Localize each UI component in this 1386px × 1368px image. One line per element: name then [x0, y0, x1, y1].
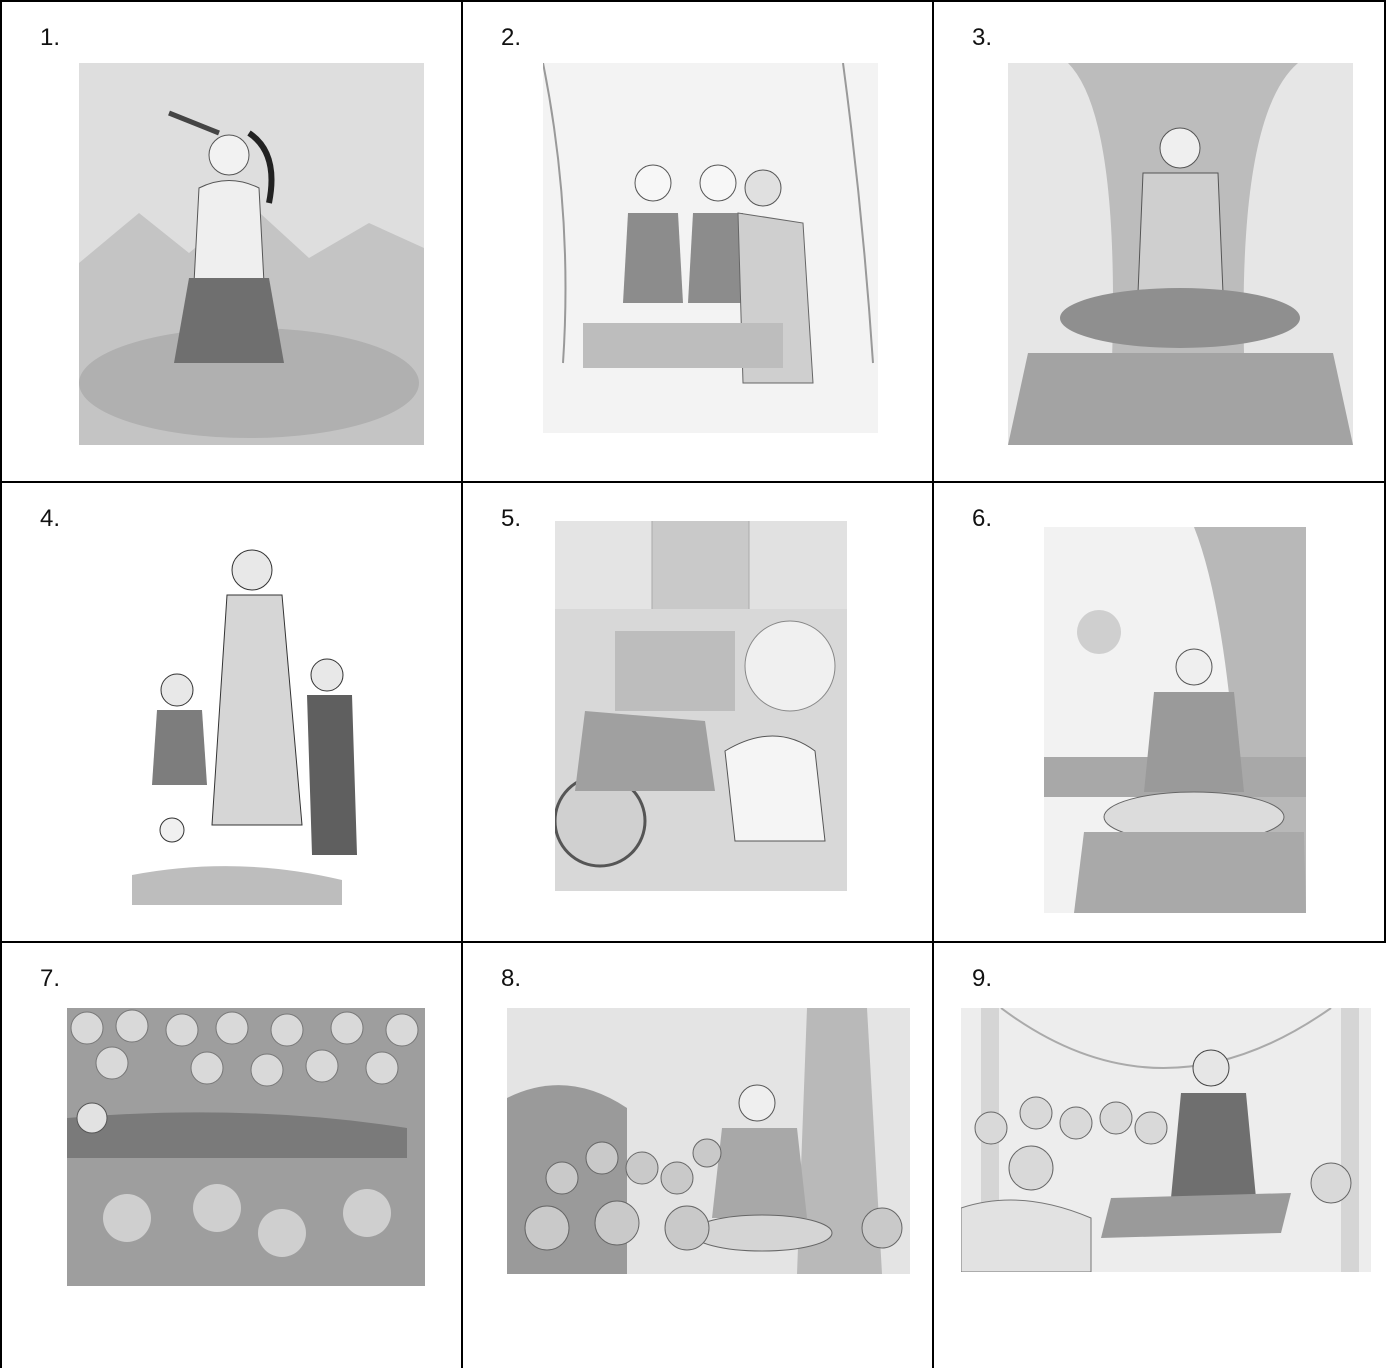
illustration-king-receiving-sages — [961, 1008, 1371, 1272]
panel-1 — [2, 2, 461, 481]
panel-number: 7. — [40, 965, 61, 992]
panel-9 — [934, 943, 1386, 1368]
illustration-buddha-teaching-crowd — [507, 1008, 910, 1274]
panel-number: 9. — [972, 965, 993, 992]
illustration-prince-cutting-hair — [79, 63, 424, 445]
panel-7 — [2, 943, 461, 1368]
panel-number: 2. — [501, 24, 522, 51]
illustration-queen-in-garden-birth-scene — [102, 525, 374, 905]
panel-number: 5. — [501, 505, 522, 532]
illustration-royal-offering-scene — [543, 63, 878, 433]
panel-5 — [463, 483, 932, 941]
panel-number: 3. — [972, 24, 993, 51]
panel-8 — [463, 943, 932, 1368]
panel-6 — [934, 483, 1384, 941]
illustration-ascetic-meditating-under-tree — [1008, 63, 1353, 445]
panel-number: 6. — [972, 505, 993, 532]
panel-number: 8. — [501, 965, 522, 992]
illustration-four-sights-chariot-scene — [555, 521, 847, 891]
panel-2 — [463, 2, 932, 481]
panel-number: 1. — [40, 24, 61, 51]
panel-4 — [2, 483, 461, 941]
illustration-buddha-meditating-lotus-throne — [1044, 527, 1306, 913]
panel-number: 4. — [40, 505, 61, 532]
panel-3 — [934, 2, 1384, 481]
illustration-reclining-buddha-with-monks — [67, 1008, 425, 1286]
